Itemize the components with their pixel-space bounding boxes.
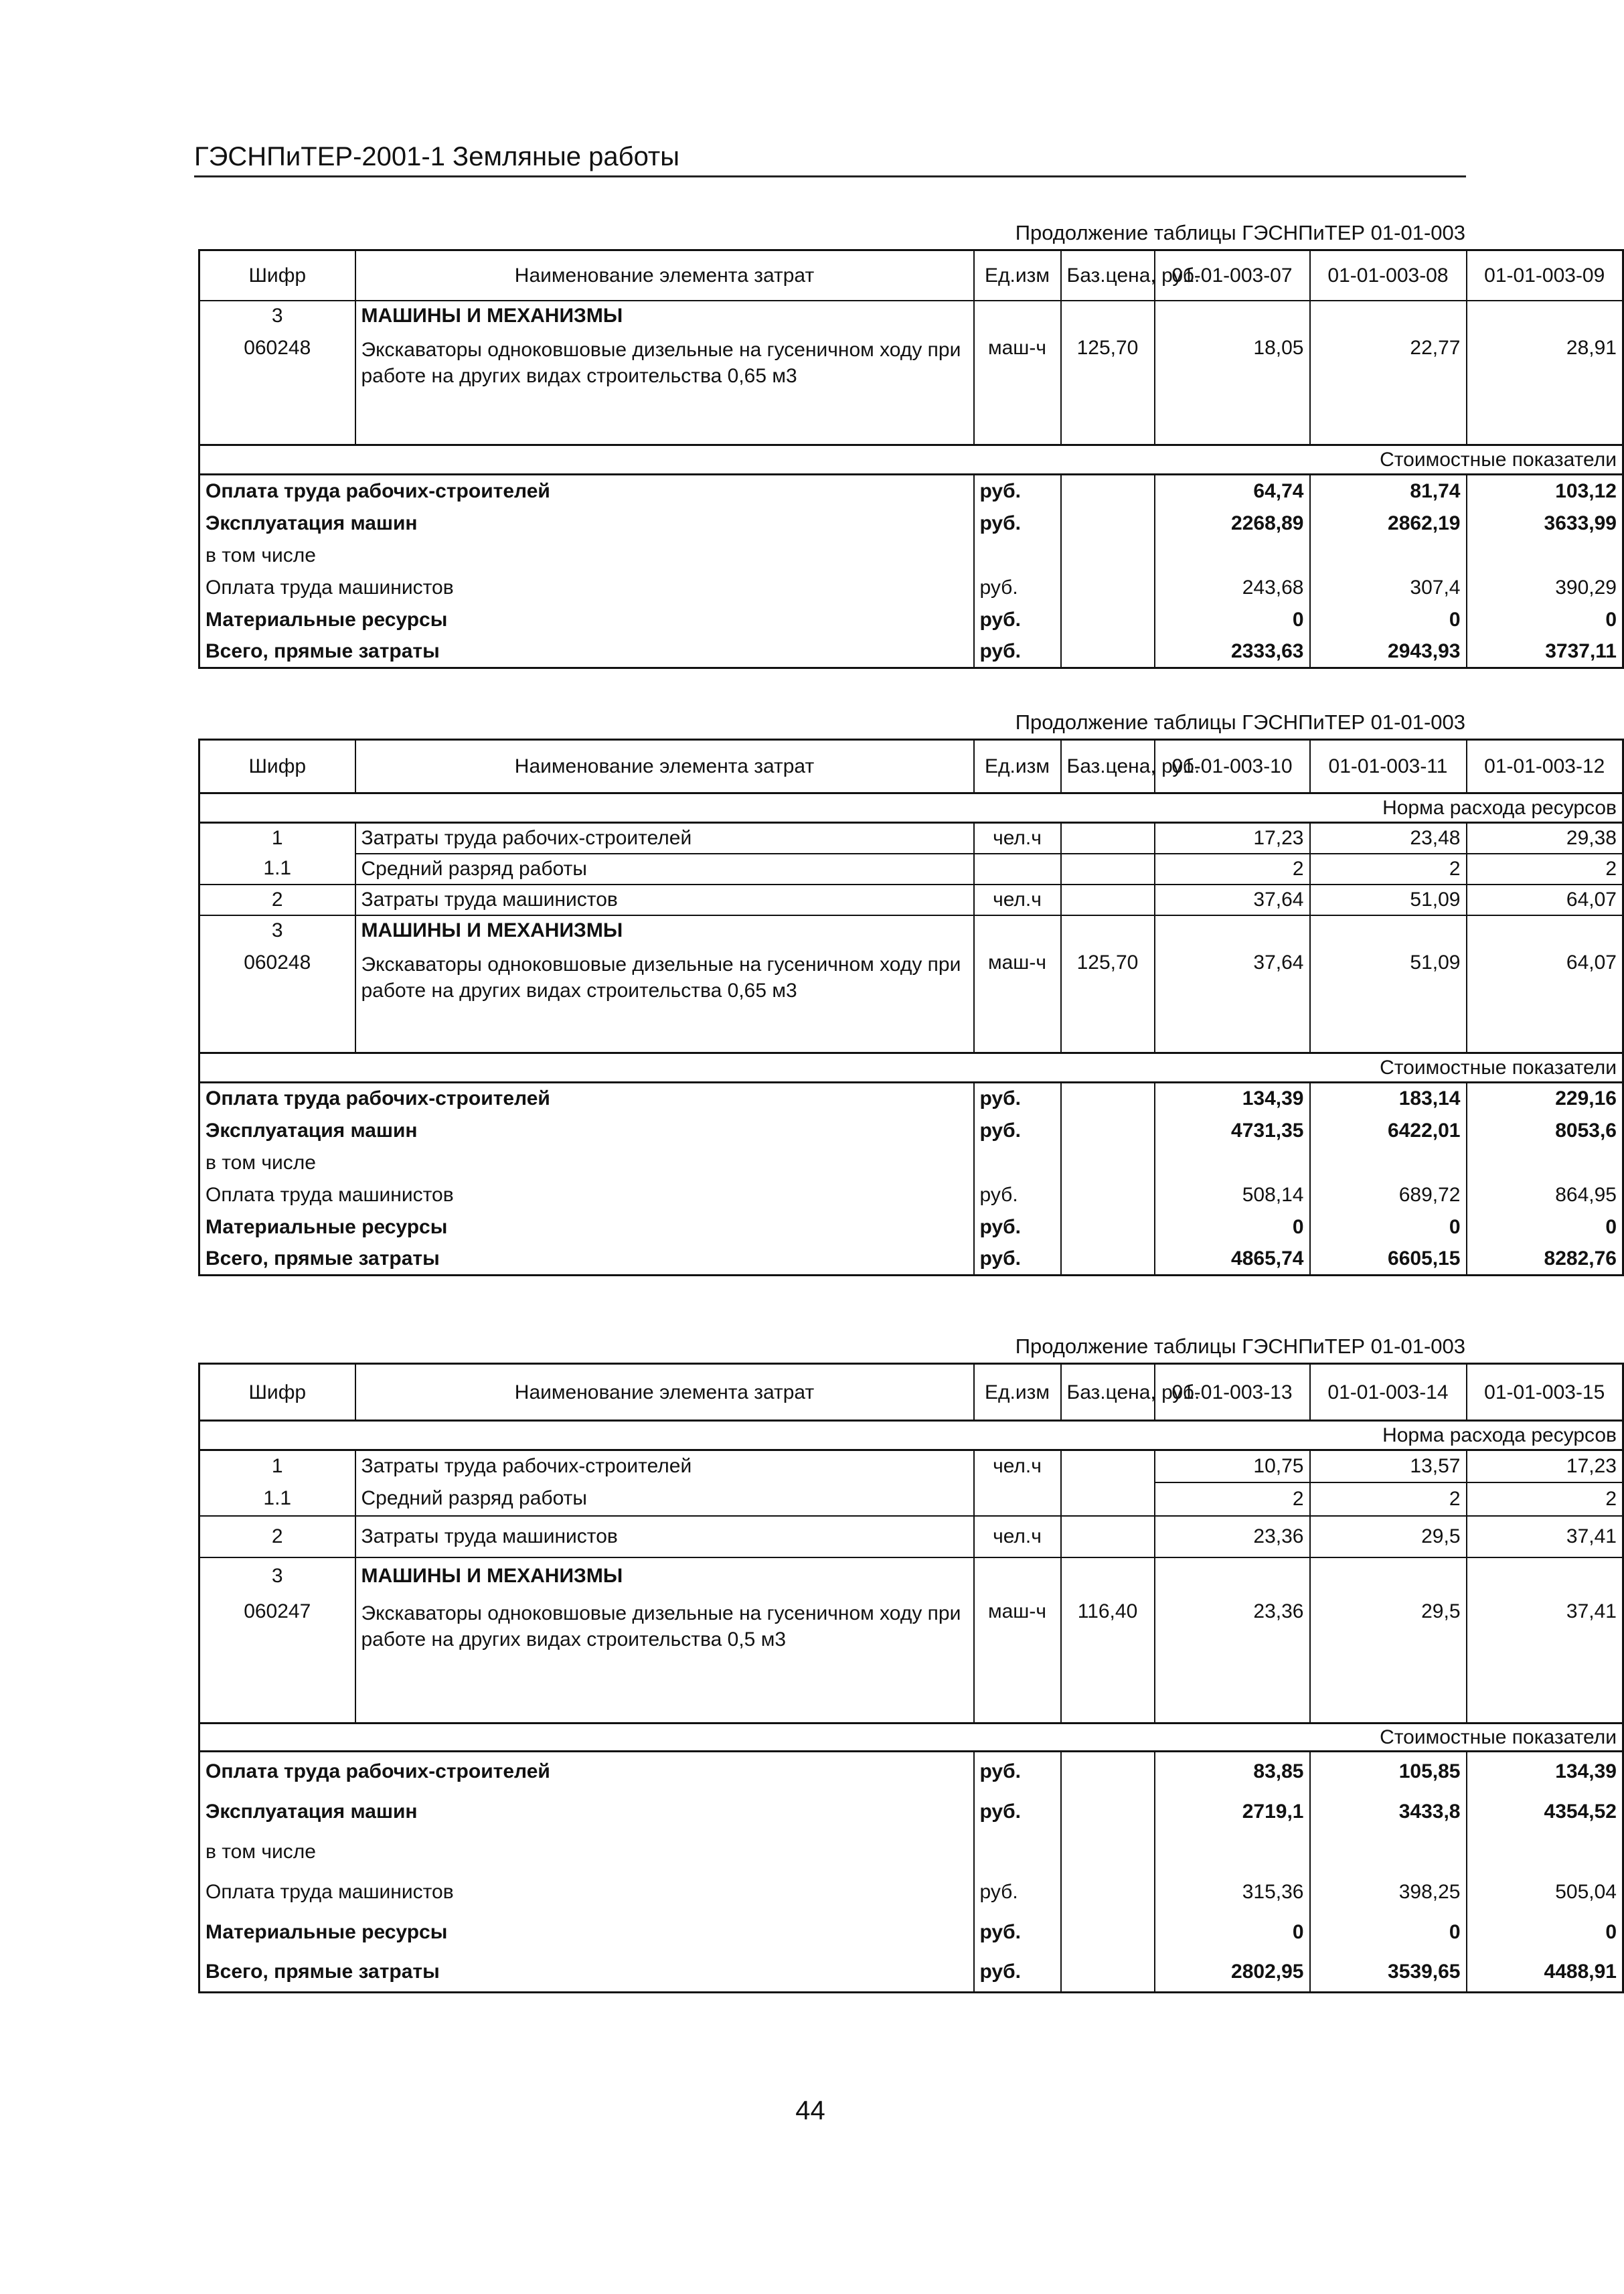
col-code-a-header: 01-01-003-07 [1155, 250, 1310, 301]
cell-value: 51,09 [1310, 946, 1467, 1053]
cell-value: 3433,8 [1310, 1792, 1467, 1832]
table-row [199, 1832, 1623, 1872]
col-name-header: Наименование элемента затрат [355, 740, 974, 793]
table-row [199, 1482, 1623, 1516]
resource-table-2 [198, 739, 1624, 1276]
table-row [199, 1115, 1623, 1147]
col-code-c-header: 01-01-003-09 [1467, 250, 1623, 301]
row-label: Затраты труда рабочих-строителей [355, 823, 974, 854]
table-row [199, 1792, 1623, 1832]
row-label: Материальные ресурсы [206, 1920, 448, 1943]
page-header [194, 142, 1466, 177]
cell-value: 2802,95 [1155, 1953, 1310, 1993]
resource-unit: маш-ч [974, 1595, 1061, 1724]
table-row [199, 823, 1623, 854]
row-label: Средний разряд работы [355, 1482, 974, 1516]
resource-price: 125,70 [1061, 946, 1155, 1053]
cell-value: 0 [1155, 1912, 1310, 1953]
cell-value: 6422,01 [1310, 1115, 1467, 1147]
row-unit: руб. [974, 1243, 1061, 1276]
cell-value: 864,95 [1467, 1179, 1623, 1211]
table-row [199, 1912, 1623, 1953]
col-name-header: Наименование элемента затрат [355, 250, 974, 301]
col-code-header: Шифр [199, 250, 355, 301]
col-code-header: Шифр [199, 740, 355, 793]
table-header-row [199, 1364, 1623, 1421]
cell-value: 37,41 [1467, 1516, 1623, 1557]
cell-value: 134,39 [1155, 1083, 1310, 1115]
table-row [199, 1595, 1623, 1724]
row-unit: чел.ч [974, 823, 1061, 854]
col-code-c-header: 01-01-003-12 [1467, 740, 1623, 793]
table-row [199, 946, 1623, 1053]
row-unit: руб. [974, 1792, 1061, 1832]
col-code-c-header: 01-01-003-15 [1467, 1364, 1623, 1421]
row-label: в том числе [206, 1840, 316, 1863]
cell-value: 2719,1 [1155, 1792, 1310, 1832]
col-code-a-header: 01-01-003-10 [1155, 740, 1310, 793]
table-row [199, 1179, 1623, 1211]
row-unit: руб. [974, 1953, 1061, 1993]
cell-value: 0 [1310, 1211, 1467, 1243]
row-label: Оплата труда машинистов [206, 1880, 454, 1903]
row-unit: чел.ч [974, 1450, 1061, 1482]
page-number: 44 [795, 2096, 825, 2125]
cell-value: 23,48 [1310, 823, 1467, 854]
cost-section-title: Стоимостные показатели [199, 445, 1623, 475]
resource-code: 060247 [244, 1600, 311, 1622]
table-row [199, 915, 1623, 946]
row-num: 3 [271, 919, 283, 941]
cell-value: 64,07 [1467, 946, 1623, 1053]
row-label: Материальные ресурсы [206, 608, 448, 631]
row-unit: чел.ч [974, 885, 1061, 915]
cell-value: 3737,11 [1467, 636, 1623, 668]
table-3-continuation: Продолжение таблицы ГЭСНПиТЕР 01-01-003 [1015, 1334, 1465, 1358]
row-label: Всего, прямые затраты [206, 1960, 440, 1983]
cell-value: 307,4 [1310, 572, 1467, 604]
table-row [199, 508, 1623, 540]
table-row [199, 636, 1623, 668]
resource-price: 116,40 [1061, 1595, 1155, 1724]
resource-table-1 [198, 249, 1624, 669]
cell-value: 17,23 [1467, 1450, 1623, 1482]
table-row [199, 1752, 1623, 1792]
col-price-header: Баз.цена, руб. [1061, 1364, 1155, 1421]
cell-value: 2 [1467, 1482, 1623, 1516]
cell-value: 10,75 [1155, 1450, 1310, 1482]
table-header-row [199, 250, 1623, 301]
table-row [199, 572, 1623, 604]
row-label: Затраты труда машинистов [355, 1516, 974, 1557]
cell-value: 83,85 [1155, 1752, 1310, 1792]
cell-value: 4488,91 [1467, 1953, 1623, 1993]
cell-value: 398,25 [1310, 1872, 1467, 1912]
row-unit: руб. [974, 1752, 1061, 1792]
row-label: Эксплуатация машин [206, 1800, 418, 1823]
table-row [199, 1147, 1623, 1179]
table-row [199, 885, 1623, 915]
cell-value: 2943,93 [1310, 636, 1467, 668]
table-row [199, 1516, 1623, 1557]
section-title: МАШИНЫ И МЕХАНИЗМЫ [355, 1557, 974, 1595]
cost-section-title: Стоимостные показатели [199, 1053, 1623, 1083]
cell-value: 37,64 [1155, 946, 1310, 1053]
row-unit: руб. [974, 636, 1061, 668]
resource-unit: маш-ч [974, 946, 1061, 1053]
table-row [199, 604, 1623, 636]
cell-value: 103,12 [1467, 475, 1623, 508]
row-label: Оплата труда машинистов [206, 576, 454, 599]
resource-table-3 [198, 1363, 1624, 1993]
row-num: 1 [271, 827, 283, 850]
row-label: Оплата труда рабочих-строителей [206, 479, 550, 502]
row-unit: руб. [974, 1211, 1061, 1243]
cost-section-title: Стоимостные показатели [199, 1724, 1623, 1752]
row-unit: руб. [974, 604, 1061, 636]
row-unit: руб. [974, 1115, 1061, 1147]
cell-value: 29,38 [1467, 823, 1623, 854]
cell-value: 81,74 [1310, 475, 1467, 508]
cell-value: 18,05 [1155, 331, 1310, 445]
resource-code: 060248 [244, 951, 311, 974]
cell-value: 0 [1155, 1211, 1310, 1243]
table-header-row [199, 740, 1623, 793]
section-header-row [199, 1421, 1623, 1450]
table-row [199, 1450, 1623, 1482]
cell-value: 2 [1310, 854, 1467, 885]
cell-value: 2862,19 [1310, 508, 1467, 540]
cell-value: 6605,15 [1310, 1243, 1467, 1276]
row-label: Оплата труда машинистов [206, 1183, 454, 1206]
cell-value: 8282,76 [1467, 1243, 1623, 1276]
cell-value: 4865,74 [1155, 1243, 1310, 1276]
cell-value: 64,74 [1155, 475, 1310, 508]
page-header-title: ГЭСНПиТЕР-2001-1 Земляные работы [194, 142, 679, 171]
row-num: 2 [199, 1516, 355, 1557]
col-unit-header: Ед.изм [974, 250, 1061, 301]
row-unit: руб. [974, 1872, 1061, 1912]
cell-value: 2268,89 [1155, 508, 1310, 540]
cell-value: 8053,6 [1467, 1115, 1623, 1147]
table-row [199, 331, 1623, 445]
section-header-row [199, 793, 1623, 823]
resource-name: Экскаваторы одноковшовые дизельные на гусеничном ходу при работе на других видах строительства 0,5 м3 [355, 1595, 974, 1724]
row-label: Оплата труда рабочих-строителей [206, 1760, 550, 1783]
cell-value: 505,04 [1467, 1872, 1623, 1912]
section-header-row [199, 1053, 1623, 1083]
col-name-header: Наименование элемента затрат [355, 1364, 974, 1421]
col-code-b-header: 01-01-003-11 [1310, 740, 1467, 793]
table-2-continuation: Продолжение таблицы ГЭСНПиТЕР 01-01-003 [1015, 710, 1465, 734]
cell-value: 390,29 [1467, 572, 1623, 604]
section-header-row [199, 1724, 1623, 1752]
cell-value: 13,57 [1310, 1450, 1467, 1482]
row-num: 1.1 [199, 854, 355, 885]
norm-section-title: Норма расхода ресурсов [199, 1421, 1623, 1450]
cell-value: 22,77 [1310, 331, 1467, 445]
cell-value: 315,36 [1155, 1872, 1310, 1912]
table-row [199, 1953, 1623, 1993]
table-row [199, 1243, 1623, 1276]
cell-value: 23,36 [1155, 1516, 1310, 1557]
cell-value: 508,14 [1155, 1179, 1310, 1211]
table-1-continuation: Продолжение таблицы ГЭСНПиТЕР 01-01-003 [1015, 221, 1465, 244]
resource-price: 125,70 [1061, 331, 1155, 445]
row-label: Эксплуатация машин [206, 1119, 418, 1142]
cell-value: 4731,35 [1155, 1115, 1310, 1147]
cell-value: 0 [1467, 1211, 1623, 1243]
norm-section-title: Норма расхода ресурсов [199, 793, 1623, 823]
row-num: 2 [199, 885, 355, 915]
row-unit: руб. [974, 572, 1061, 604]
cell-value: 2 [1310, 1482, 1467, 1516]
table-row [199, 854, 1623, 885]
row-label: Средний разряд работы [355, 854, 974, 885]
col-unit-header: Ед.изм [974, 740, 1061, 793]
row-label: Эксплуатация машин [206, 512, 418, 534]
cell-value: 229,16 [1467, 1083, 1623, 1115]
row-label: Оплата труда рабочих-строителей [206, 1087, 550, 1110]
row-unit: руб. [974, 475, 1061, 508]
row-num: 3 [271, 305, 283, 327]
cell-value: 37,64 [1155, 885, 1310, 915]
cell-value: 2 [1155, 854, 1310, 885]
cell-value: 4354,52 [1467, 1792, 1623, 1832]
row-num: 3 [271, 1565, 283, 1587]
row-label: Всего, прямые затраты [206, 639, 440, 662]
cell-value: 689,72 [1310, 1179, 1467, 1211]
row-label: Затраты труда рабочих-строителей [355, 1450, 974, 1482]
cell-value: 2 [1155, 1482, 1310, 1516]
resource-code: 060248 [244, 336, 311, 359]
cell-value: 64,07 [1467, 885, 1623, 915]
col-code-b-header: 01-01-003-14 [1310, 1364, 1467, 1421]
table-row [199, 1557, 1623, 1595]
cell-value: 0 [1467, 604, 1623, 636]
table-row [199, 1211, 1623, 1243]
cell-value: 105,85 [1310, 1752, 1467, 1792]
table-row [199, 301, 1623, 331]
cell-value: 0 [1467, 1912, 1623, 1953]
cell-value: 2 [1467, 854, 1623, 885]
row-label: в том числе [206, 1151, 316, 1174]
col-code-header: Шифр [199, 1364, 355, 1421]
resource-name: Экскаваторы одноковшовые дизельные на гусеничном ходу при работе на других видах строительства 0,65 м3 [355, 331, 974, 445]
cell-value: 28,91 [1467, 331, 1623, 445]
row-unit: чел.ч [974, 1516, 1061, 1557]
cell-value: 243,68 [1155, 572, 1310, 604]
cell-value: 23,36 [1155, 1595, 1310, 1724]
section-title: МАШИНЫ И МЕХАНИЗМЫ [355, 915, 974, 946]
row-label: Всего, прямые затраты [206, 1247, 440, 1270]
col-price-header: Баз.цена, руб. [1061, 250, 1155, 301]
row-unit: руб. [974, 508, 1061, 540]
table-row [199, 1872, 1623, 1912]
cell-value: 29,5 [1310, 1595, 1467, 1724]
cell-value: 29,5 [1310, 1516, 1467, 1557]
row-num: 1 [271, 1455, 283, 1478]
col-code-a-header: 01-01-003-13 [1155, 1364, 1310, 1421]
row-label: в том числе [206, 544, 316, 566]
cell-value: 134,39 [1467, 1752, 1623, 1792]
row-num: 1.1 [199, 1482, 355, 1516]
section-title: МАШИНЫ И МЕХАНИЗМЫ [355, 301, 974, 331]
row-unit: руб. [974, 1179, 1061, 1211]
row-label: Материальные ресурсы [206, 1215, 448, 1238]
table-row [199, 540, 1623, 572]
cell-value: 37,41 [1467, 1595, 1623, 1724]
col-unit-header: Ед.изм [974, 1364, 1061, 1421]
resource-unit: маш-ч [974, 331, 1061, 445]
row-label: Затраты труда машинистов [355, 885, 974, 915]
table-row [199, 475, 1623, 508]
cell-value: 3633,99 [1467, 508, 1623, 540]
row-unit: руб. [974, 1912, 1061, 1953]
cell-value: 51,09 [1310, 885, 1467, 915]
table-row [199, 1083, 1623, 1115]
cell-value: 0 [1310, 1912, 1467, 1953]
cell-value: 0 [1155, 604, 1310, 636]
cell-value: 183,14 [1310, 1083, 1467, 1115]
col-price-header: Баз.цена, руб. [1061, 740, 1155, 793]
cell-value: 2333,63 [1155, 636, 1310, 668]
cell-value: 17,23 [1155, 823, 1310, 854]
section-header-row [199, 445, 1623, 475]
cell-value: 0 [1310, 604, 1467, 636]
cell-value: 3539,65 [1310, 1953, 1467, 1993]
col-code-b-header: 01-01-003-08 [1310, 250, 1467, 301]
resource-name: Экскаваторы одноковшовые дизельные на гусеничном ходу при работе на других видах строительства 0,65 м3 [355, 946, 974, 1053]
row-unit: руб. [974, 1083, 1061, 1115]
